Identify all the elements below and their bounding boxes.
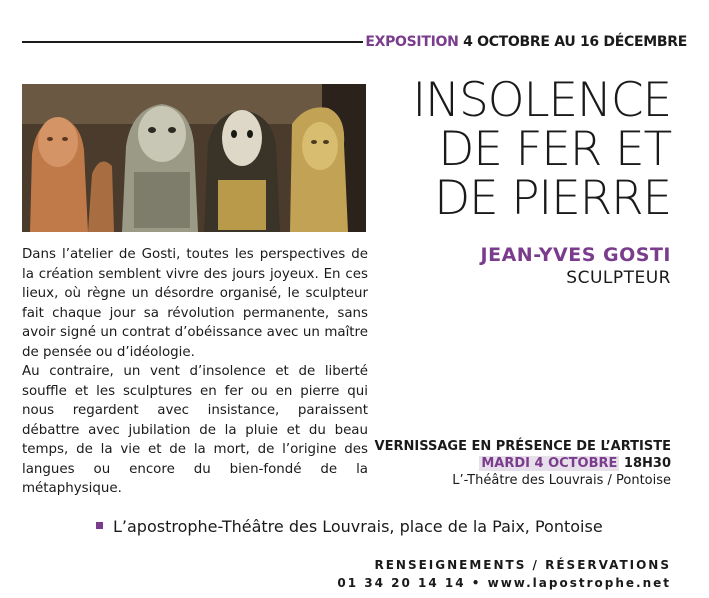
contact-phone-web[interactable]: 01 34 20 14 14 • www.lapostrophe.net (337, 576, 671, 590)
contact-block (337, 556, 671, 592)
artist-profession: SCULPTEUR (566, 268, 671, 288)
sculpture-photo (22, 84, 366, 232)
vernissage-time: 18H30 (619, 456, 671, 471)
vernissage-block (375, 438, 671, 489)
vernissage-datetime (375, 455, 671, 472)
top-rule (22, 41, 363, 43)
venue-text: L’apostrophe-Théâtre des Louvrais, place de la Paix, Pontoise (113, 517, 603, 536)
vernissage-date: MARDI 4 OCTOBRE (481, 456, 618, 471)
exhibition-header (365, 34, 687, 50)
description-paragraph-1: Dans l’atelier de Gosti, toutes les perspectives de la création semblent vivre des jours joyeux. En ces lieux, où règne un désordre organisé, le sculpteur fait chaque jour sa révolution permanente, sans avoir signé un contrat d’obéissance avec un maître de pensée ou d’idéologie. (22, 247, 368, 360)
description-text (22, 245, 368, 499)
exhibition-title (412, 73, 671, 226)
sculpture-image (22, 84, 366, 232)
contact-label: RENSEIGNEMENTS / RÉSERVATIONS (374, 558, 671, 572)
artist-name: JEAN-YVES GOSTI (480, 244, 671, 266)
description-paragraph-2: Au contraire, un vent d’insolence et de liberté souffle et les sculptures en fer ou en pierre qui nous regardent avec insistance, paraissent débattre avec jubilation de la pluie et du beau temps, de la vie et de la mort, de l’origine des langues ou encore du bien-fondé de la métaphysique. (22, 364, 368, 496)
exhibition-label: EXPOSITION (365, 34, 459, 50)
exhibition-dates: 4 OCTOBRE AU 16 DÉCEMBRE (458, 34, 687, 50)
title-line-1: INSOLENCE (412, 73, 671, 128)
title-line-2: DE FER ET (438, 122, 671, 177)
title-line-3: DE PIERRE (434, 171, 671, 226)
vernissage-place: L’-Théâtre des Louvrais / Pontoise (452, 473, 671, 488)
vernissage-heading: VERNISSAGE EN PRÉSENCE DE L’ARTISTE (374, 439, 671, 454)
venue-line (96, 517, 603, 536)
bullet-icon (96, 522, 103, 529)
